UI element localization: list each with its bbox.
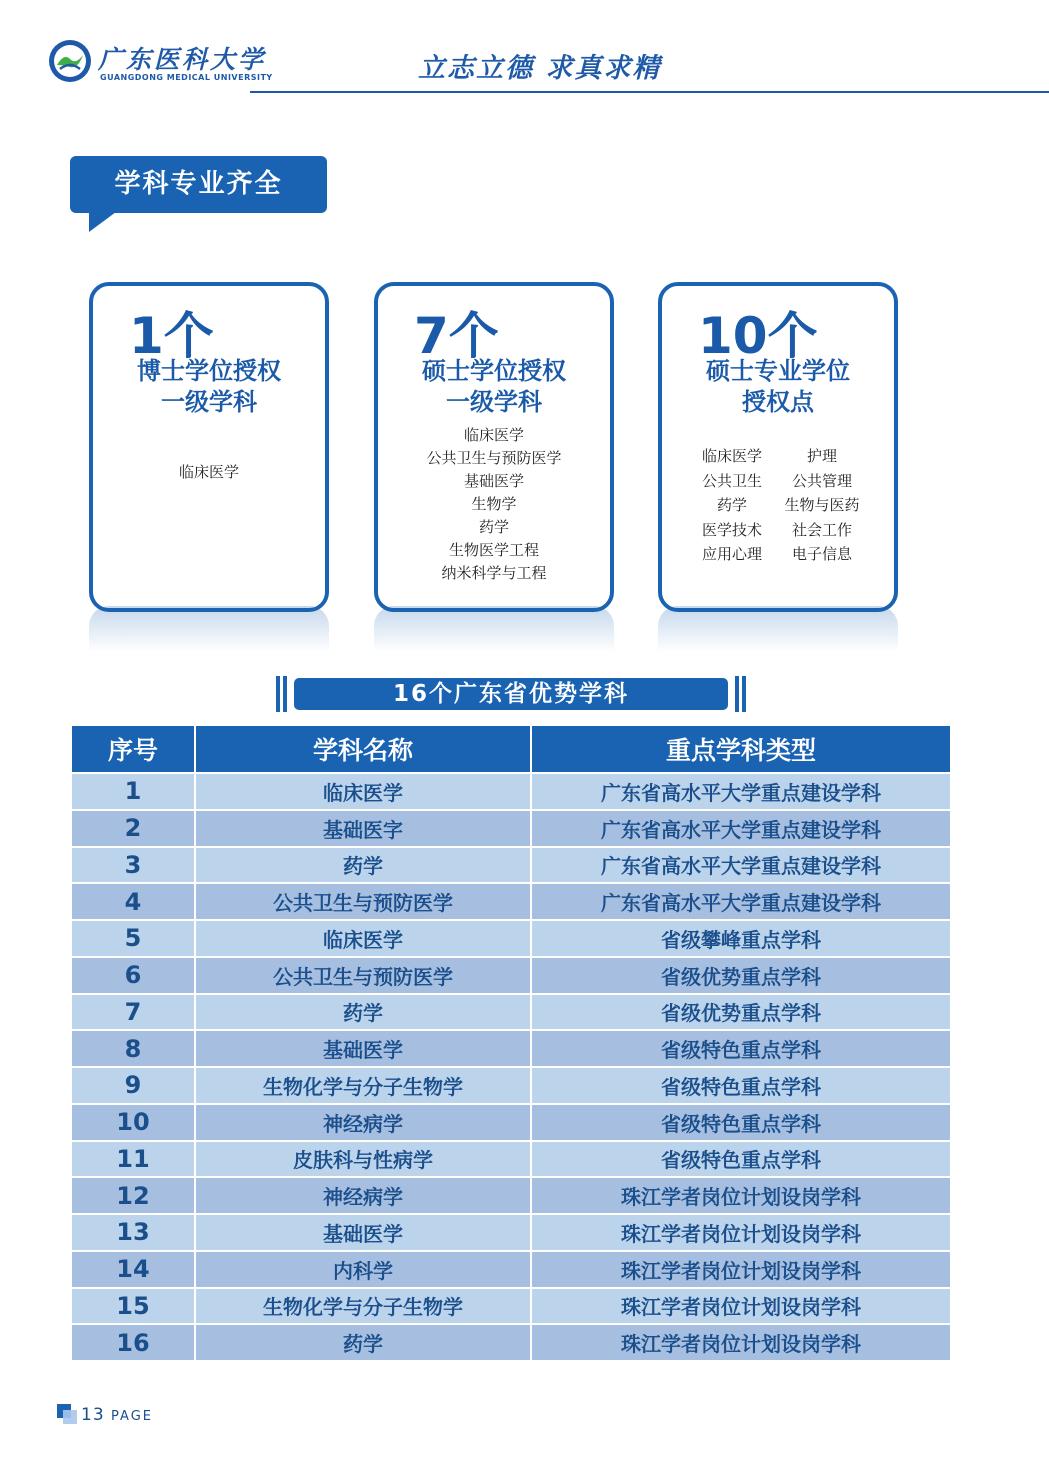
list-item: 电子信息	[791, 545, 852, 563]
cell-subject: 生物化学与分子生物学	[195, 1067, 531, 1104]
cell-type: 省级优势重点学科	[531, 957, 951, 994]
card-count: 7个	[414, 307, 499, 365]
cell-subject: 药学	[195, 994, 531, 1031]
list-item: 护理	[806, 447, 837, 465]
section-title: 学科专业齐全	[70, 156, 327, 213]
page-header	[0, 0, 1049, 95]
cell-subject: 基础医学	[195, 1214, 531, 1251]
table-row	[71, 920, 951, 957]
table-row	[71, 773, 951, 810]
list-row	[692, 493, 872, 518]
list-item: 公共卫生与预防医学	[426, 449, 562, 467]
banner-bracket-right	[742, 676, 746, 712]
table-row	[71, 1141, 951, 1178]
cell-type: 省级特色重点学科	[531, 1104, 951, 1141]
cell-subject: 基础医字	[195, 810, 531, 847]
cell-subject: 生物化学与分子生物学	[195, 1288, 531, 1325]
table-row	[71, 994, 951, 1031]
list-item: 医学技术	[701, 520, 762, 539]
page-number-value: 13	[81, 1405, 105, 1425]
cell-type: 广东省高水平大学重点建设学科	[531, 847, 951, 884]
cell-subject: 皮肤科与性病学	[195, 1141, 531, 1178]
card-reflection	[374, 606, 614, 652]
table-row	[71, 847, 951, 884]
table-row	[71, 1104, 951, 1141]
list-item: 纳米科学与工程	[441, 564, 547, 582]
card-list	[692, 444, 872, 567]
card-count: 1个	[129, 307, 214, 365]
card-doctoral	[89, 282, 329, 612]
cell-index: 1	[71, 773, 195, 810]
section-title-pointer	[89, 212, 116, 232]
table-body	[71, 773, 951, 1361]
school-name-en: GUANGDONG MEDICAL UNIVERSITY	[100, 73, 273, 82]
cell-type: 珠江学者岗位计划设岗学科	[531, 1324, 951, 1361]
card-title-line1: 硕士学位授权	[422, 357, 566, 385]
cell-type: 省级攀峰重点学科	[531, 920, 951, 957]
list-item: 药学	[478, 518, 509, 536]
cell-index: 5	[71, 920, 195, 957]
cell-subject: 临床医学	[195, 773, 531, 810]
subjects-table	[70, 724, 952, 1362]
table-row	[71, 883, 951, 920]
university-logo-icon	[48, 39, 92, 83]
cell-subject: 神经病学	[195, 1177, 531, 1214]
cell-subject: 药学	[195, 847, 531, 884]
cell-subject: 内科学	[195, 1251, 531, 1288]
column-header-type: 重点学科类型	[531, 725, 951, 773]
card-title	[93, 356, 325, 418]
card-masters-academic	[374, 282, 614, 612]
card-count: 10个	[698, 307, 818, 365]
table-row	[71, 810, 951, 847]
cell-subject: 临床医学	[195, 920, 531, 957]
banner-bracket-right	[735, 676, 739, 712]
list-item: 临床医学	[178, 463, 239, 481]
list-item: 基础医学	[463, 472, 524, 490]
cell-index: 8	[71, 1030, 195, 1067]
list-item: 应用心理	[701, 545, 762, 563]
cell-subject: 基础医学	[195, 1030, 531, 1067]
cell-index: 3	[71, 847, 195, 884]
table-row	[71, 1067, 951, 1104]
card-title-line2: 授权点	[742, 388, 814, 416]
table-title-banner	[276, 676, 746, 712]
list-item: 公共卫生	[701, 471, 762, 490]
school-name-cn: 广东医科大学	[98, 45, 267, 74]
card-title-line1: 硕士专业学位	[706, 357, 850, 385]
cell-index: 16	[71, 1324, 195, 1361]
card-title-line2: 一级学科	[446, 388, 542, 416]
table-row	[71, 1251, 951, 1288]
card-title-line2: 一级学科	[161, 388, 257, 416]
cell-subject: 药学	[195, 1324, 531, 1361]
list-item: 临床医学	[463, 426, 524, 444]
cell-subject: 神经病学	[195, 1104, 531, 1141]
table-row	[71, 1288, 951, 1325]
cell-index: 7	[71, 994, 195, 1031]
column-header-subject: 学科名称	[195, 725, 531, 773]
cell-type: 省级特色重点学科	[531, 1030, 951, 1067]
list-item: 生物与医药	[784, 496, 860, 514]
cell-type: 省级特色重点学科	[531, 1141, 951, 1178]
list-item: 临床医学	[701, 447, 762, 465]
cell-subject: 公共卫生与预防医学	[195, 957, 531, 994]
cell-index: 6	[71, 957, 195, 994]
cell-type: 省级优势重点学科	[531, 994, 951, 1031]
list-row	[692, 444, 872, 469]
cell-type: 省级特色重点学科	[531, 1067, 951, 1104]
card-title	[662, 356, 894, 418]
cell-type: 广东省高水平大学重点建设学科	[531, 883, 951, 920]
card-reflection	[658, 606, 898, 652]
card-masters-professional	[658, 282, 898, 612]
list-item: 生物医学工程	[448, 541, 539, 559]
cell-index: 12	[71, 1177, 195, 1214]
cell-index: 11	[71, 1141, 195, 1178]
cell-index: 2	[71, 810, 195, 847]
table-title: 16个广东省优势学科	[294, 678, 728, 710]
list-item: 公共管理	[791, 471, 852, 490]
banner-bracket-left	[276, 676, 280, 712]
card-list	[378, 424, 610, 585]
cell-type: 珠江学者岗位计划设岗学科	[531, 1251, 951, 1288]
card-title	[378, 356, 610, 418]
list-item: 社会工作	[791, 520, 852, 539]
cell-subject: 公共卫生与预防医学	[195, 883, 531, 920]
table-row	[71, 1214, 951, 1251]
table-row	[71, 1030, 951, 1067]
cell-index: 9	[71, 1067, 195, 1104]
list-item: 生物学	[471, 495, 517, 513]
cell-type: 广东省高水平大学重点建设学科	[531, 810, 951, 847]
banner-bracket-left	[283, 676, 287, 712]
page-label: PAGE	[111, 1409, 154, 1424]
table-row	[71, 957, 951, 994]
cell-type: 珠江学者岗位计划设岗学科	[531, 1177, 951, 1214]
list-row	[692, 518, 872, 543]
school-motto: 立志立德 求真求精	[418, 53, 662, 84]
table-row	[71, 1324, 951, 1361]
table-header-row	[71, 725, 951, 773]
card-title-line1: 博士学位授权	[137, 357, 281, 385]
cell-type: 珠江学者岗位计划设岗学科	[531, 1288, 951, 1325]
cell-index: 14	[71, 1251, 195, 1288]
list-row	[692, 469, 872, 494]
list-item: 药学	[716, 496, 747, 514]
card-list	[93, 461, 325, 484]
card-reflection	[89, 606, 329, 652]
table-row	[71, 1177, 951, 1214]
cell-index: 15	[71, 1288, 195, 1325]
cell-type: 珠江学者岗位计划设岗学科	[531, 1214, 951, 1251]
cell-index: 10	[71, 1104, 195, 1141]
column-header-index: 序号	[71, 725, 195, 773]
page-marker-icon	[63, 1410, 77, 1424]
cell-index: 13	[71, 1214, 195, 1251]
cell-type: 广东省高水平大学重点建设学科	[531, 773, 951, 810]
header-divider	[250, 91, 1049, 93]
list-row	[692, 542, 872, 567]
cell-index: 4	[71, 883, 195, 920]
page-number	[81, 1405, 153, 1425]
